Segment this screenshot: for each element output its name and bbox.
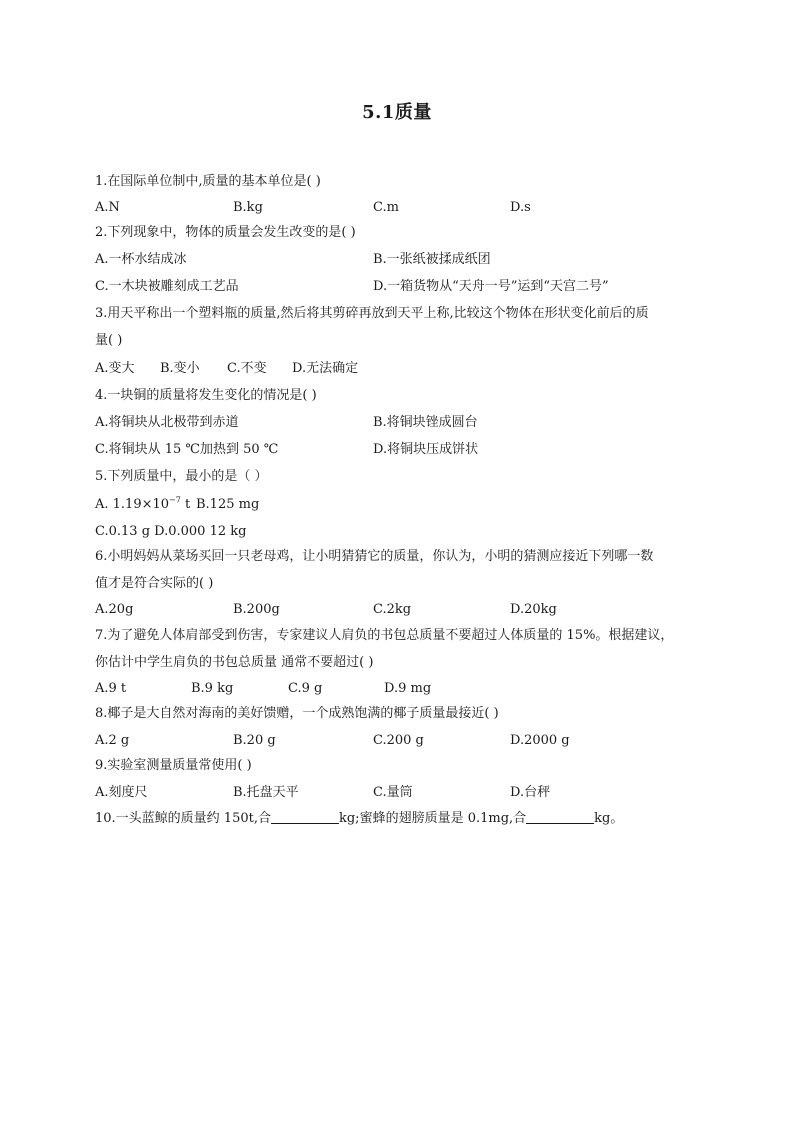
question-10-text-1: 10.一头蓝鲸的质量约 150t,合	[95, 811, 271, 826]
question-1-stem: 1.在国际单位制中,质量的基本单位是( )	[95, 174, 321, 189]
question-1-option-a: A.N	[95, 200, 120, 215]
question-8-stem: 8.椰子是大自然对海南的美好馈赠，一个成熟饱满的椰子质量最接近( )	[95, 706, 499, 721]
question-3-option-a: A.变大	[95, 361, 135, 376]
question-9-option-a: A.刻度尺	[95, 785, 148, 800]
question-10-blank-2[interactable]	[526, 811, 594, 824]
question-3-stem-line1: 3.用天平称出一个塑料瓶的质量,然后将其剪碎再放到天平上称,比较这个物体在形状变化前后的质	[95, 306, 649, 321]
question-8-option-c: C.200 g	[373, 733, 424, 748]
question-3-stem-line2: 量( )	[95, 333, 123, 348]
question-2-option-d: D.一箱货物从“天舟一号”运到“天宫二号”	[373, 279, 609, 294]
question-9-stem: 9.实验室测量质量常使用( )	[95, 758, 252, 773]
question-5-option-c-d: C.0.13 g D.0.000 12 kg	[95, 524, 247, 539]
question-7-stem-line1: 7.为了避免人体肩部受到伤害，专家建议人肩负的书包总质量不要超过人体质量的 15%。根据建议，	[95, 628, 674, 643]
page-title: 5.1质量	[362, 102, 432, 123]
question-6-stem-line1: 6.小明妈妈从菜场买回一只老母鸡，让小明猜猜它的质量，你认为，小明的猜测应接近下列哪一数	[95, 549, 654, 564]
question-6-stem-line2: 值才是符合实际的( )	[95, 576, 214, 591]
question-1-option-c: C.m	[373, 200, 399, 215]
question-9-option-b: B.托盘天平	[233, 785, 299, 800]
question-7-stem-line2: 你估计中学生肩负的书包总质量 通常不要超过( )	[95, 655, 374, 670]
question-10-text-3: kg。	[594, 811, 624, 826]
question-8-option-b: B.20 g	[233, 733, 276, 748]
question-5-stem: 5.下列质量中，最小的是（ ）	[95, 469, 268, 484]
question-5-option-a-base: A. 1.19×10	[95, 497, 170, 512]
question-7-option-d: D.9 mg	[384, 681, 432, 696]
question-7-option-c: C.9 g	[288, 681, 323, 696]
question-8-option-d: D.2000 g	[510, 733, 570, 748]
question-7-option-b: B.9 kg	[191, 681, 234, 696]
question-10-blank-1[interactable]	[271, 811, 339, 824]
question-3-option-c: C.不变	[227, 361, 267, 376]
question-9-option-d: D.台秤	[510, 785, 551, 800]
question-6-option-c: C.2kg	[373, 602, 412, 617]
question-5-option-a-exponent: −7	[169, 495, 181, 505]
question-6-option-b: B.200g	[233, 602, 280, 617]
question-10	[95, 810, 623, 828]
question-5-option-a-unit: t	[180, 497, 191, 512]
question-7-option-a: A.9 t	[95, 681, 127, 696]
question-4-option-a: A.将铜块从北极带到赤道	[95, 415, 239, 430]
question-5-option-b: B.125 mg	[196, 497, 260, 512]
question-2-option-c: C.一木块被雕刻成工艺品	[95, 279, 239, 294]
question-4-option-c: C.将铜块从 15 ℃加热到 50 ℃	[95, 442, 279, 457]
question-5-option-a	[95, 496, 190, 514]
question-4-option-d: D.将铜块压成饼状	[373, 442, 479, 457]
question-3-option-b: B.变小	[160, 361, 200, 376]
question-1-option-d: D.s	[510, 200, 531, 215]
question-4-option-b: B.将铜块锉成圆台	[373, 415, 478, 430]
question-6-option-a: A.20g	[95, 602, 134, 617]
question-4-stem: 4.一块铜的质量将发生变化的情况是( )	[95, 388, 317, 403]
question-2-stem: 2.下列现象中，物体的质量会发生改变的是( )	[95, 225, 356, 240]
question-3-option-d: D.无法确定	[292, 361, 359, 376]
question-6-option-d: D.20kg	[510, 602, 557, 617]
question-8-option-a: A.2 g	[95, 733, 130, 748]
question-2-option-a: A.一杯水结成冰	[95, 252, 187, 267]
question-9-option-c: C.量筒	[373, 785, 413, 800]
question-2-option-b: B.一张纸被揉成纸团	[373, 252, 491, 267]
question-10-text-2: kg;蜜蜂的翅膀质量是 0.1mg,合	[338, 811, 527, 826]
question-1-option-b: B.kg	[233, 200, 263, 215]
